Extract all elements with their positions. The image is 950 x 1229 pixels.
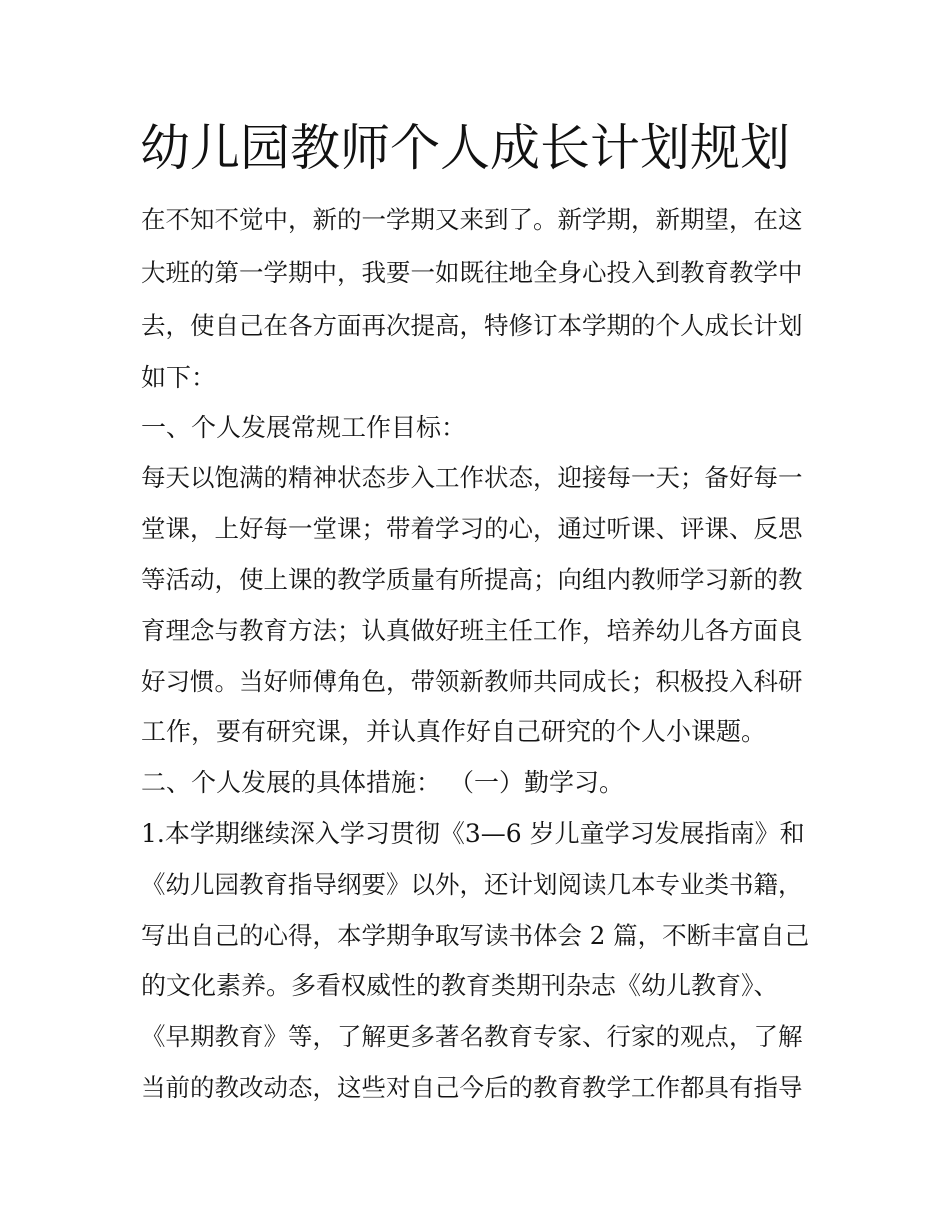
- paragraph-line: 等活动，使上课的教学质量有所提高；向组内教师学习新的教: [141, 565, 803, 594]
- section-heading: 二、个人发展的具体措施： （一）勤学习。: [141, 768, 624, 797]
- paragraph-line: 堂课，上好每一堂课；带着学习的心，通过听课、评课、反思: [141, 514, 803, 543]
- paragraph-line: 每天以饱满的精神状态步入工作状态，迎接每一天；备好每一: [141, 463, 803, 492]
- paragraph-line: 工作，要有研究课，并认真作好自己研究的个人小课题。: [141, 717, 767, 746]
- paragraph-line: 去，使自己在各方面再次提高，特修订本学期的个人成长计划: [141, 311, 803, 340]
- paragraph-line: 好习惯。当好师傅角色，带领新教师共同成长；积极投入科研: [141, 667, 803, 696]
- section-heading: 一、个人发展常规工作目标：: [141, 413, 467, 442]
- paragraph-line: 1.本学期继续深入学习贯彻《3—6 岁儿童学习发展指南》和: [141, 819, 805, 848]
- paragraph-line: 当前的教改动态，这些对自己今后的教育教学工作都具有指导: [141, 1073, 803, 1102]
- paragraph-line: 《幼儿园教育指导纲要》以外，还计划阅读几本专业类书籍，: [141, 870, 803, 899]
- paragraph-line: 的文化素养。多看权威性的教育类期刊杂志《幼儿教育》、: [141, 971, 779, 1000]
- paragraph-line: 在不知不觉中，新的一学期又来到了。新学期，新期望，在这: [141, 205, 803, 234]
- paragraph-line: 如下：: [141, 363, 217, 392]
- paragraph-line: 育理念与教育方法；认真做好班主任工作，培养幼儿各方面良: [141, 616, 803, 645]
- paragraph-line: 写出自己的心得，本学期争取写读书体会 2 篇，不断丰富自己: [141, 921, 810, 950]
- document-title: 幼儿园教师个人成长计划规划: [140, 119, 790, 177]
- paragraph-line: 《早期教育》等，了解更多著名教育专家、行家的观点，了解: [141, 1022, 803, 1051]
- paragraph-line: 大班的第一学期中，我要一如既往地全身心投入到教育教学中: [141, 258, 803, 287]
